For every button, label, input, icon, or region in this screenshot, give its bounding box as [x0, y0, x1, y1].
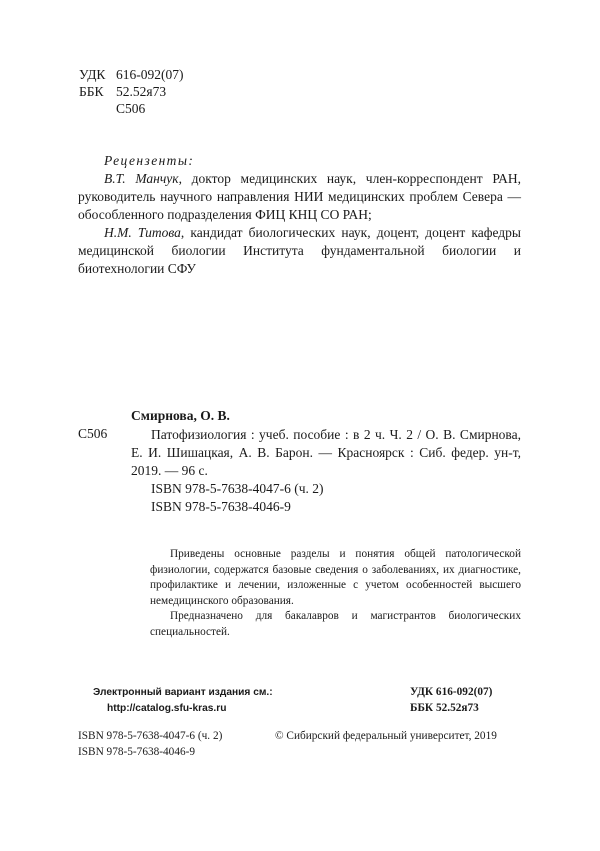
classification-codes — [79, 66, 184, 117]
reviewer-1 — [78, 170, 521, 224]
reviewer-1-text: , доктор медицинских наук, член-корреспондент РАН, руководитель научного направления НИИ медицинских проблем Севера — обособленного подразделения ФИЦ КНЦ СО РАН; — [78, 171, 521, 222]
udc-label: УДК — [79, 67, 106, 82]
catalog-isbn-2: ISBN 978-5-7638-4046-9 — [151, 499, 291, 514]
annotation-paragraph-2: Предназначено для бакалавров и магистрантов биологических специальностей. — [150, 610, 521, 638]
footer-codes — [410, 685, 492, 716]
footer-isbns — [78, 729, 222, 760]
catalog-isbn-1: ISBN 978-5-7638-4047-6 (ч. 2) — [151, 481, 324, 496]
description-text: Патофизиология : учеб. пособие : в 2 ч. Ч. 2 / О. В. Смирнова, Е. И. Шишацкая, А. В. Барон. — Красноярск : Сиб. федер. ун-т, 2019. — 96 с. — [131, 427, 521, 478]
reviewer-1-name: В.Т. Манчук — [104, 171, 179, 186]
bbk-label: ББК — [79, 84, 104, 99]
reviewer-2 — [78, 224, 521, 278]
ebook-info — [93, 685, 273, 716]
reviewers-heading: Рецензенты: — [104, 153, 195, 168]
udc-row — [79, 66, 184, 83]
copyright: © Сибирский федеральный университет, 2019 — [275, 730, 497, 742]
footer-isbn-1: ISBN 978-5-7638-4047-6 (ч. 2) — [78, 730, 223, 742]
footer-udc: УДК 616-092(07) — [410, 686, 493, 698]
ebook-url: http://catalog.sfu-kras.ru — [107, 702, 227, 714]
author-mark: С506 — [116, 101, 146, 116]
udc-value: 616-092(07) — [116, 67, 184, 82]
footer-isbn-2: ISBN 978-5-7638-4046-9 — [78, 745, 196, 758]
annotation — [150, 547, 521, 640]
bbk-row — [79, 83, 184, 100]
reviewer-2-text: , кандидат биологических наук, доцент, доцент кафедры медицинской биологии Института фундаментальной биологии и биотехнологии СФУ — [78, 225, 521, 276]
bbk-value: 52.52я73 — [116, 84, 167, 99]
reviewers-block — [78, 152, 521, 278]
catalog-code: С506 — [78, 426, 108, 441]
bibliographic-description — [131, 426, 521, 516]
annotation-paragraph-1: Приведены основные разделы и понятия общей патологической физиологии, содержатся базовые сведения о заболеваниях, их диагностике, профилактике и лечении, изложенные с учетом особенностей высшего немедицинского образования. — [150, 548, 521, 607]
catalog-author: Смирнова, О. В. — [131, 408, 230, 423]
ebook-label: Электронный вариант издания см.: — [93, 687, 273, 698]
reviewer-2-name: Н.М. Титова — [104, 225, 181, 240]
footer-bbk: ББК 52.52я73 — [410, 701, 479, 714]
